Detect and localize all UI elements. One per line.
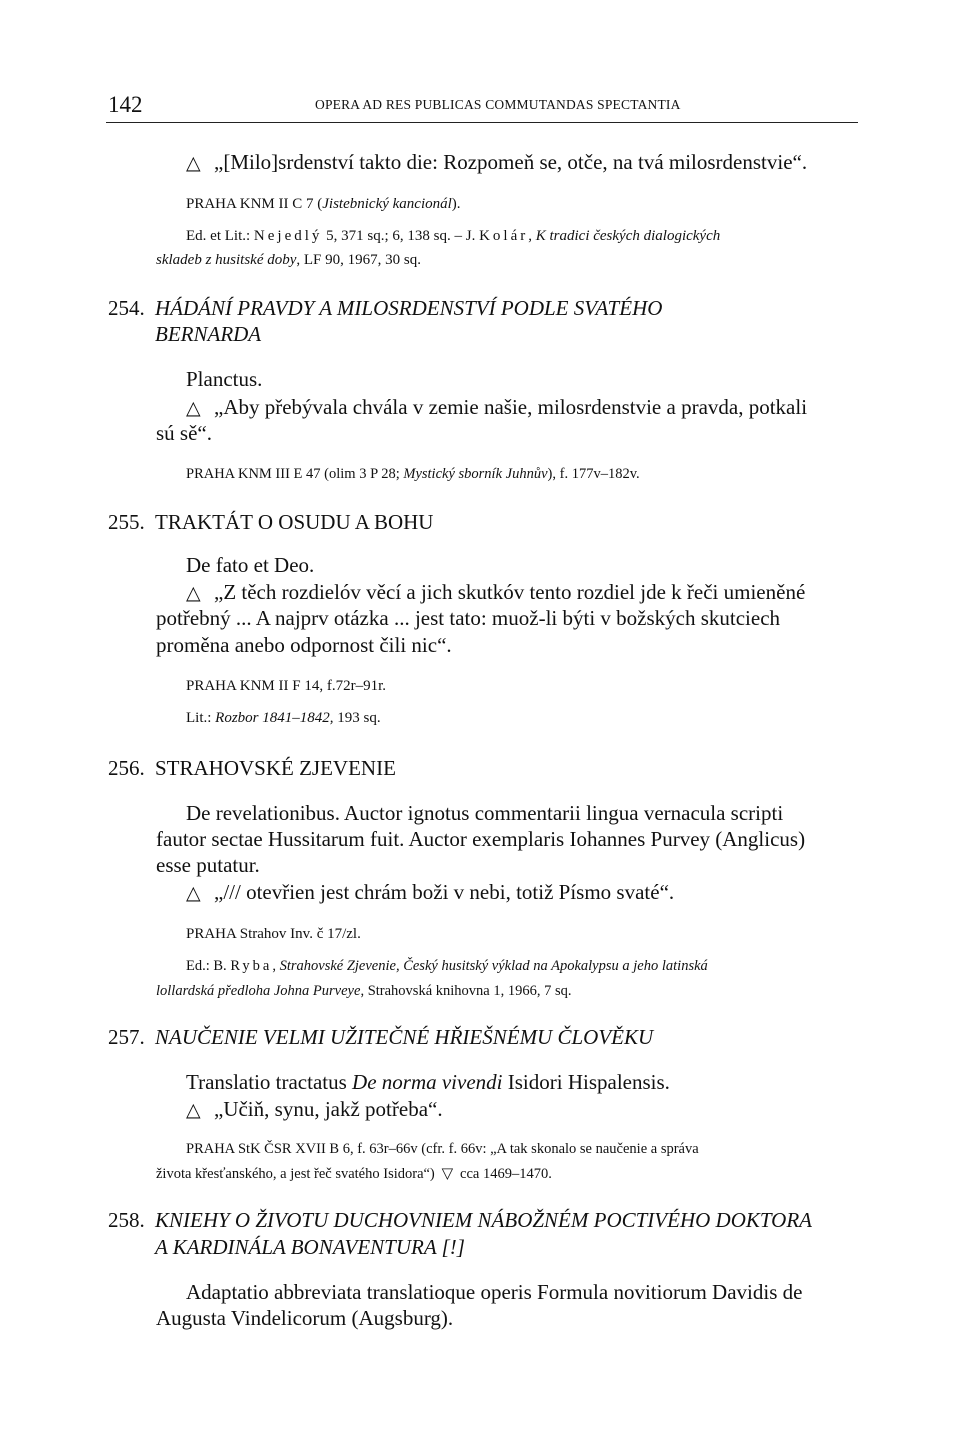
entry-254-description: Planctus. xyxy=(186,367,263,391)
entry-254-manuscript: PRAHA KNM III E 47 (olim 3 P 28; Mystický sborník Juhnův), f. 177v–182v. xyxy=(186,466,640,482)
top-incipit: △ „[Milo]srdenství takto die: Rozpomeň se, otče, na tvá milosrdenstvie“. xyxy=(186,150,808,174)
entry-256-edition-line-1: Ed.: B. Ryba, Strahovské Zjevenie, Český husitský výklad na Apokalypsu a jeho latinská xyxy=(186,958,708,974)
triangle-icon: △ xyxy=(186,1099,201,1121)
entry-258-heading: 258. KNIEHY O ŽIVOTU DUCHOVNIEM NÁBOŽNÉM POCTIVÉHO DOKTORA xyxy=(108,1208,812,1232)
entry-256-manuscript: PRAHA Strahov Inv. č 17/zl. xyxy=(186,926,361,942)
entry-255-literature: Lit.: Rozbor 1841–1842, 193 sq. xyxy=(186,710,381,726)
running-title: OPERA AD RES PUBLICAS COMMUTANDAS SPECTANTIA xyxy=(315,97,681,112)
top-manuscript: PRAHA KNM II C 7 (Jistebnický kancionál). xyxy=(186,196,461,212)
entry-258-description: Adaptatio abbreviata translatioque operis Formula novitiorum Davidis de xyxy=(186,1280,803,1304)
entry-256-description-line-2: fautor sectae Hussitarum fuit. Auctor exemplaris Iohannes Purvey (Anglicus) xyxy=(156,827,806,851)
entry-255-incipit-line-2: potřebný ... A najprv otázka ... jest tato: muož-li býti v božských skutciech xyxy=(156,606,781,630)
triangle-icon: △ xyxy=(186,152,201,174)
top-edition-line-1: Ed. et Lit.: Nejedlý 5, 371 sq.; 6, 138 sq. – J. Kolár, K tradici českých dialogických xyxy=(186,228,721,244)
triangle-icon: △ xyxy=(186,397,201,419)
entry-256-description-line-3: esse putatur. xyxy=(156,853,260,877)
entry-258-description-line-2: Augusta Vindelicorum (Augsburg). xyxy=(156,1306,454,1330)
top-edition-line-2: skladeb z husitské doby, LF 90, 1967, 30 sq. xyxy=(156,252,421,268)
entry-257-manuscript: PRAHA StK ČSR XVII B 6, f. 63r–66v (cfr. f. 66v: „A tak skonalo se naučenie a správa xyxy=(186,1141,699,1157)
nabla-icon: ▽ xyxy=(441,1164,454,1182)
entry-257-incipit: △ „Učiň, synu, jakž potřeba“. xyxy=(186,1097,443,1121)
entry-257-heading: 257. NAUČENIE VELMI UŽITEČNÉ HŘIEŠNÉMU ČLOVĚKU xyxy=(108,1025,654,1049)
entry-255-manuscript: PRAHA KNM II F 14, f.72r–91r. xyxy=(186,678,387,694)
page-number: 142 xyxy=(108,92,143,117)
entry-256-heading: 256. STRAHOVSKÉ ZJEVENIE xyxy=(108,756,396,780)
entry-257-manuscript-line-2: života křesťanského, a jest řeč svatého Isidora“) ▽ cca 1469–1470. xyxy=(156,1164,552,1182)
entry-256-edition-line-2: lollardská předloha Johna Purveye, Strahovská knihovna 1, 1966, 7 sq. xyxy=(156,983,572,999)
entry-257-description: Translatio tractatus De norma vivendi Isidori Hispalensis. xyxy=(186,1070,670,1094)
entry-255-incipit-line-3: proměna anebo odpornost čili nic“. xyxy=(156,633,452,657)
entry-255-heading: 255. TRAKTÁT O OSUDU A BOHU xyxy=(108,510,434,534)
entry-254-incipit-line-2: sú sě“. xyxy=(156,421,212,445)
header-rule xyxy=(106,122,858,123)
entry-254-incipit: △ „Aby přebývala chvála v zemie našie, milosrdenstvie a pravda, potkali xyxy=(186,395,808,419)
triangle-icon: △ xyxy=(186,882,201,904)
entry-254-heading-line-2: BERNARDA xyxy=(155,322,262,346)
entry-255-incipit: △ „Z těch rozdielóv věcí a jich skutkóv tento rozdiel jde k řeči umieněné xyxy=(186,580,806,604)
entry-256-description: De revelationibus. Auctor ignotus commentarii lingua vernacula scripti xyxy=(186,801,784,825)
triangle-icon: △ xyxy=(186,582,201,604)
entry-255-description: De fato et Deo. xyxy=(186,553,315,577)
entry-254-heading: 254. HÁDÁNÍ PRAVDY A MILOSRDENSTVÍ PODLE SVATÉHO xyxy=(108,296,663,320)
entry-258-heading-line-2: A KARDINÁLA BONAVENTURA [!] xyxy=(155,1235,465,1259)
entry-256-incipit: △ „/// otevřien jest chrám boži v nebi, totiž Písmo svaté“. xyxy=(186,880,675,904)
